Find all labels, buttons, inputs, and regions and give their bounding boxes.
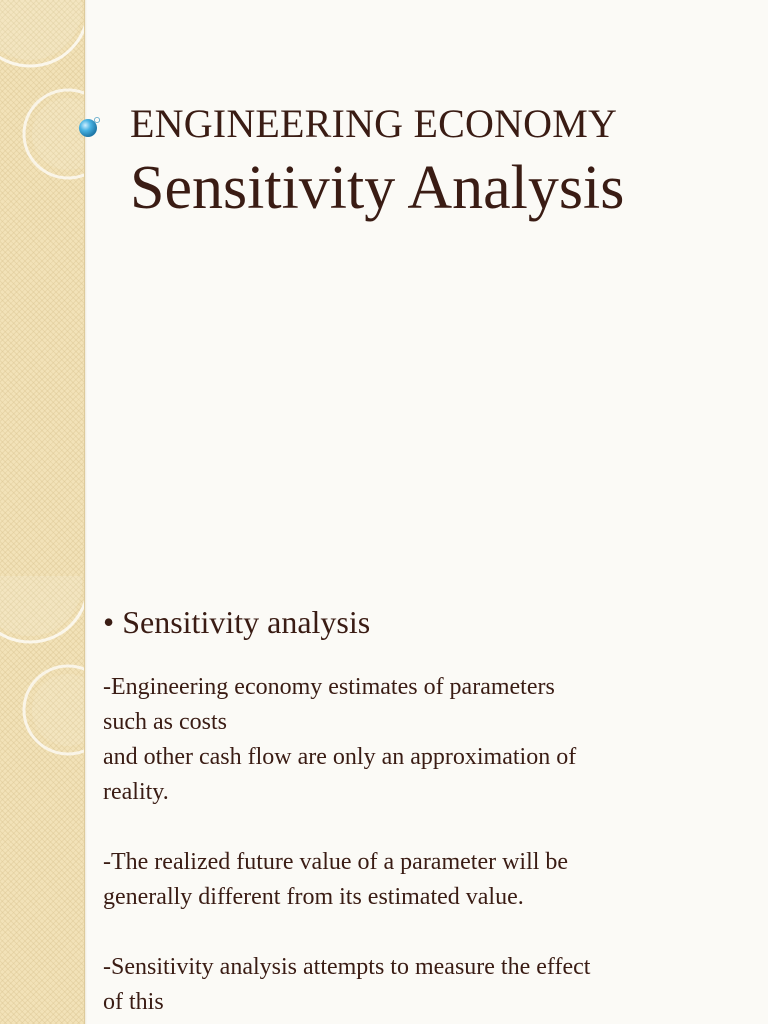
paragraph-line: and other cash flow are only an approximation of: [103, 744, 577, 770]
blue-orb-icon: [78, 116, 100, 138]
paragraph-line: reality.: [103, 779, 169, 805]
paragraph-spacer: [103, 915, 743, 950]
paragraph-line: of this: [103, 989, 164, 1015]
decorative-side-strip: [0, 0, 85, 576]
paragraph-line: -Sensitivity analysis attempts to measure the effect: [103, 954, 591, 980]
slide-supertitle: ENGINEERING ECONOMY: [130, 101, 618, 146]
title-block: [130, 98, 750, 226]
decorative-rings: [0, 0, 84, 576]
decorative-rings: [0, 576, 84, 1024]
side-strip-shadow: [84, 0, 87, 576]
body-paragraph: [103, 845, 743, 915]
body-paragraph: [103, 950, 743, 1020]
paragraph-line: such as costs: [103, 709, 227, 735]
slide-title: Sensitivity Analysis: [130, 154, 625, 222]
paragraph-line: generally different from its estimated value.: [103, 884, 524, 910]
decorative-side-strip: [0, 576, 85, 1024]
paragraph-line: -Engineering economy estimates of parameters: [103, 674, 555, 700]
paragraph-line: -The realized future value of a parameter will be: [103, 849, 569, 875]
body-paragraph: [103, 670, 743, 810]
paragraph-spacer: [103, 810, 743, 845]
slide-body: [103, 600, 743, 1020]
side-strip-shadow: [84, 576, 87, 1024]
bullet-symbol: •: [103, 604, 115, 640]
bullet-heading-text: Sensitivity analysis: [122, 604, 371, 640]
bullet-heading: [103, 600, 743, 644]
